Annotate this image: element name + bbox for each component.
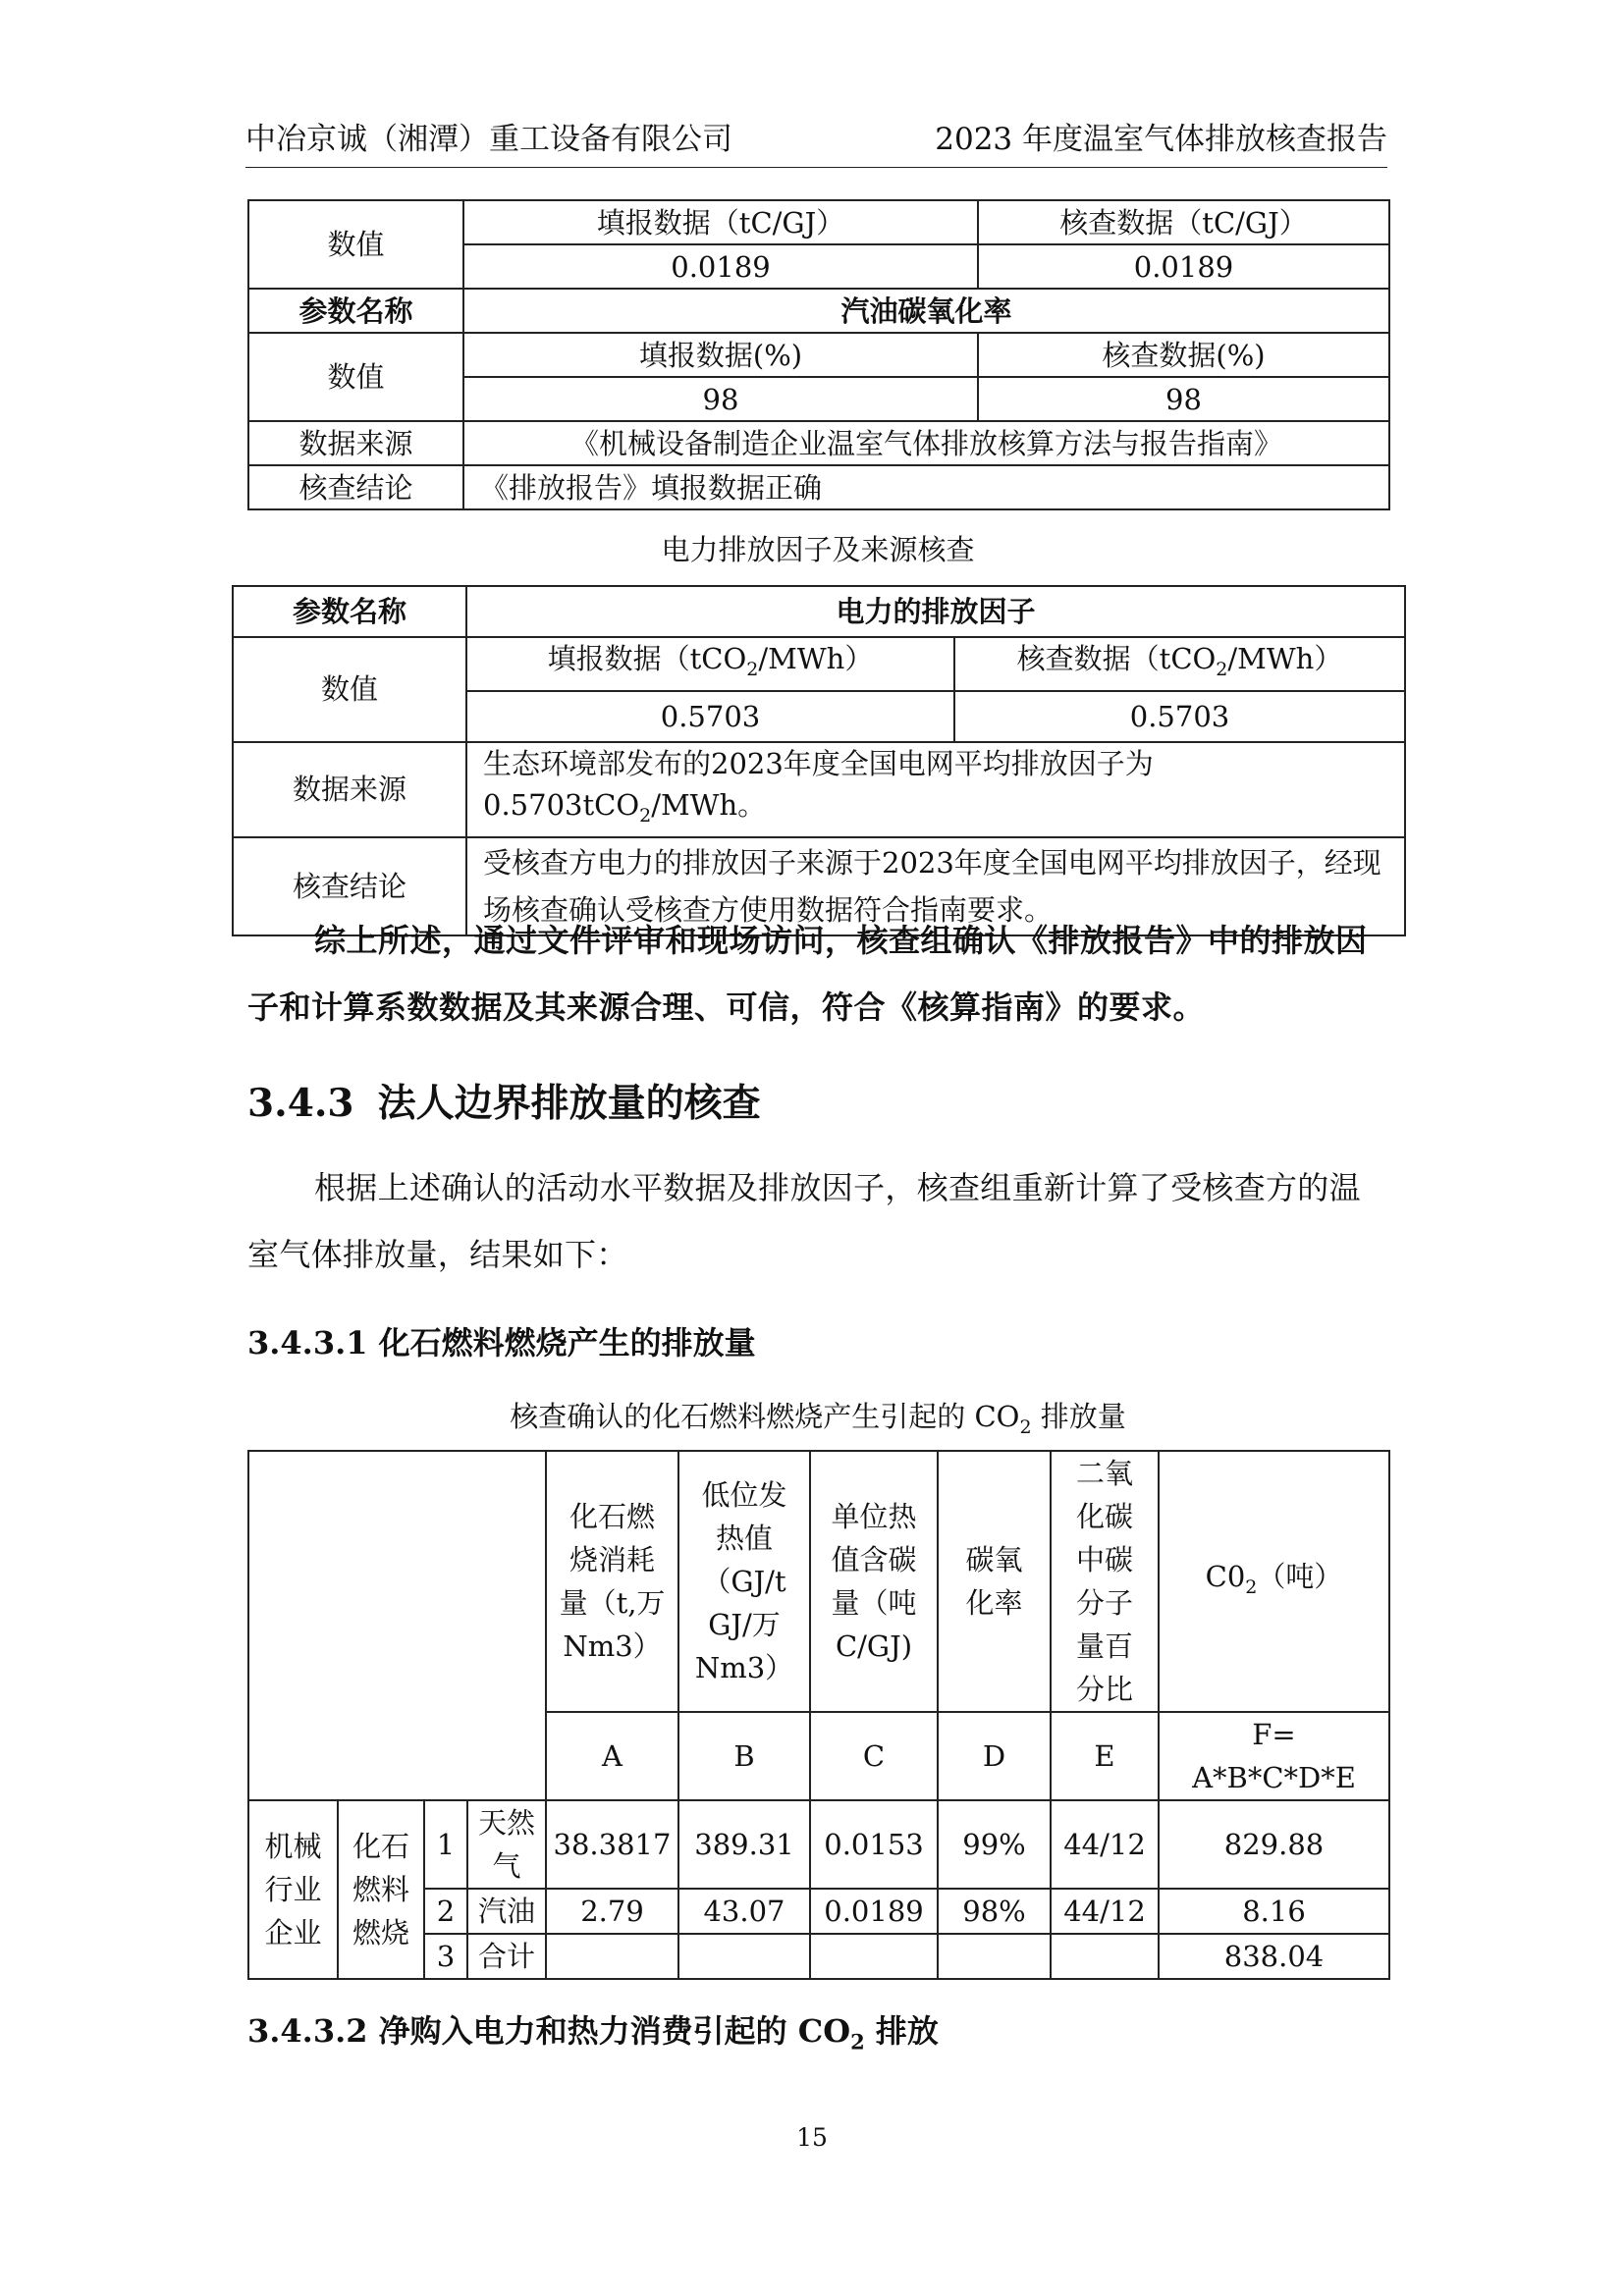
summary-line-1: 综上所述，通过文件评审和现场访问，核查组确认《排放报告》中的排放因 bbox=[314, 922, 1368, 959]
header-check-data: 核查数据(%) bbox=[978, 333, 1389, 377]
cell-d: 98% bbox=[938, 1889, 1051, 1934]
col-header-co2-tons: $C0_2$（吨） bbox=[1159, 1451, 1389, 1712]
cell-d: 99% bbox=[938, 1800, 1051, 1889]
col-header-heat-value: 低位发 热值 （GJ/t GJ/万 Nm3） bbox=[678, 1451, 810, 1712]
value-report: 0.0189 bbox=[463, 244, 978, 289]
param-name: 汽油碳氧化率 bbox=[463, 289, 1389, 333]
cell-b: 389.31 bbox=[678, 1800, 810, 1889]
param-name-label: 参数名称 bbox=[248, 289, 463, 333]
col-letter-e: E bbox=[1051, 1712, 1159, 1800]
param-name: 电力的排放因子 bbox=[466, 586, 1405, 637]
cell-c bbox=[810, 1934, 938, 1979]
header-company: 中冶京诚（湘潭）重工设备有限公司 bbox=[245, 122, 732, 157]
table-row bbox=[248, 1800, 1389, 1889]
table-gasoline-params bbox=[247, 199, 1390, 510]
paragraph-line-2: 室气体排放量，结果如下： bbox=[247, 1236, 628, 1273]
cell-f: 838.04 bbox=[1159, 1934, 1389, 1979]
cell-c: 0.0153 bbox=[810, 1800, 938, 1889]
table-caption: 电力排放因子及来源核查 bbox=[661, 533, 975, 566]
row-number: 1 bbox=[424, 1800, 467, 1889]
cell-f: 8.16 bbox=[1159, 1889, 1389, 1934]
value-check: 98 bbox=[978, 377, 1389, 421]
fuel-name: 合计 bbox=[467, 1934, 546, 1979]
col-header-carbon-content: 单位热 值含碳 量（吨 C/GJ) bbox=[810, 1451, 938, 1712]
conclusion-text: 《排放报告》填报数据正确 bbox=[463, 465, 1389, 509]
header-check-data: 核查数据（tC/GJ） bbox=[978, 200, 1389, 244]
conclusion-label: 核查结论 bbox=[248, 465, 463, 509]
cell-d bbox=[938, 1934, 1051, 1979]
blank-header-cell bbox=[248, 1451, 546, 1800]
cell-e: 44/12 bbox=[1051, 1889, 1159, 1934]
cell-c: 0.0189 bbox=[810, 1889, 938, 1934]
header-check-data: 核查数据（tCO$_2$/MWh） bbox=[954, 637, 1405, 691]
summary-line-2: 子和计算系数数据及其来源合理、可信，符合《核算指南》的要求。 bbox=[247, 988, 1206, 1026]
row-label-value: 数值 bbox=[233, 637, 466, 742]
section-heading-3-4-3: 3.4.3 法人边界排放量的核查 bbox=[247, 1081, 761, 1126]
page-number: 15 bbox=[796, 2123, 828, 2152]
row-label-value: 数值 bbox=[248, 200, 463, 289]
table-fossil-fuel-emissions bbox=[247, 1450, 1390, 1980]
col-header-consumption: 化石燃 烧消耗 量（t,万 Nm3） bbox=[546, 1451, 678, 1712]
col-header-oxidation-rate: 碳氧 化率 bbox=[938, 1451, 1051, 1712]
param-name-label: 参数名称 bbox=[233, 586, 466, 637]
col-letter-d: D bbox=[938, 1712, 1051, 1800]
cell-a: 2.79 bbox=[546, 1889, 678, 1934]
cell-b bbox=[678, 1934, 810, 1979]
row-number: 2 bbox=[424, 1889, 467, 1934]
paragraph-line-1: 根据上述确认的活动水平数据及排放因子，核查组重新计算了受核查方的温 bbox=[314, 1169, 1361, 1206]
conclusion-label: 核查结论 bbox=[233, 837, 466, 935]
section-heading-3-4-3-1: 3.4.3.1 化石燃料燃烧产生的排放量 bbox=[247, 1324, 756, 1362]
col-letter-f-formula: F= A*B*C*D*E bbox=[1159, 1712, 1389, 1800]
fuel-name: 汽油 bbox=[467, 1889, 546, 1934]
col-header-co2-ratio: 二氧 化碳 中碳 分子 量百 分比 bbox=[1051, 1451, 1159, 1712]
header-report-title: 2023 年度温室气体排放核查报告 bbox=[935, 122, 1387, 157]
source-label: 数据来源 bbox=[248, 421, 463, 465]
value-check: 0.0189 bbox=[978, 244, 1389, 289]
industry-cell: 机械 行业 企业 bbox=[248, 1800, 338, 1979]
conclusion-text: 受核查方电力的排放因子来源于2023年度全国电网平均排放因子，经现 场核查确认受核查方使用数据符合指南要求。 bbox=[466, 837, 1405, 935]
source-text: 生态环境部发布的2023年度全国电网平均排放因子为0.5703tCO$_2$/MWh。 bbox=[466, 742, 1405, 837]
fuel-name: 天然 气 bbox=[467, 1800, 546, 1889]
cell-e bbox=[1051, 1934, 1159, 1979]
header-report-data: 填报数据(%) bbox=[463, 333, 978, 377]
row-number: 3 bbox=[424, 1934, 467, 1979]
cell-e: 44/12 bbox=[1051, 1800, 1159, 1889]
value-check: 0.5703 bbox=[954, 691, 1405, 742]
col-letter-b: B bbox=[678, 1712, 810, 1800]
cell-a: 38.3817 bbox=[546, 1800, 678, 1889]
section-heading-3-4-3-2: 3.4.3.2 净购入电力和热力消费引起的 $CO_2$ 排放 bbox=[247, 2012, 939, 2055]
value-report: 98 bbox=[463, 377, 978, 421]
header-report-data: 填报数据（tCO$_2$/MWh） bbox=[466, 637, 954, 691]
table-caption: 核查确认的化石燃料燃烧产生引起的 $CO_2$ 排放量 bbox=[510, 1400, 1126, 1438]
header-report-data: 填报数据（tC/GJ） bbox=[463, 200, 978, 244]
value-report: 0.5703 bbox=[466, 691, 954, 742]
cell-b: 43.07 bbox=[678, 1889, 810, 1934]
col-letter-a: A bbox=[546, 1712, 678, 1800]
category-cell: 化石 燃料 燃烧 bbox=[338, 1800, 424, 1979]
cell-a bbox=[546, 1934, 678, 1979]
col-letter-c: C bbox=[810, 1712, 938, 1800]
header-rule bbox=[245, 167, 1387, 168]
cell-f: 829.88 bbox=[1159, 1800, 1389, 1889]
table-electricity-factor bbox=[232, 585, 1406, 936]
source-label: 数据来源 bbox=[233, 742, 466, 837]
source-text: 《机械设备制造企业温室气体排放核算方法与报告指南》 bbox=[463, 421, 1389, 465]
row-label-value: 数值 bbox=[248, 333, 463, 421]
